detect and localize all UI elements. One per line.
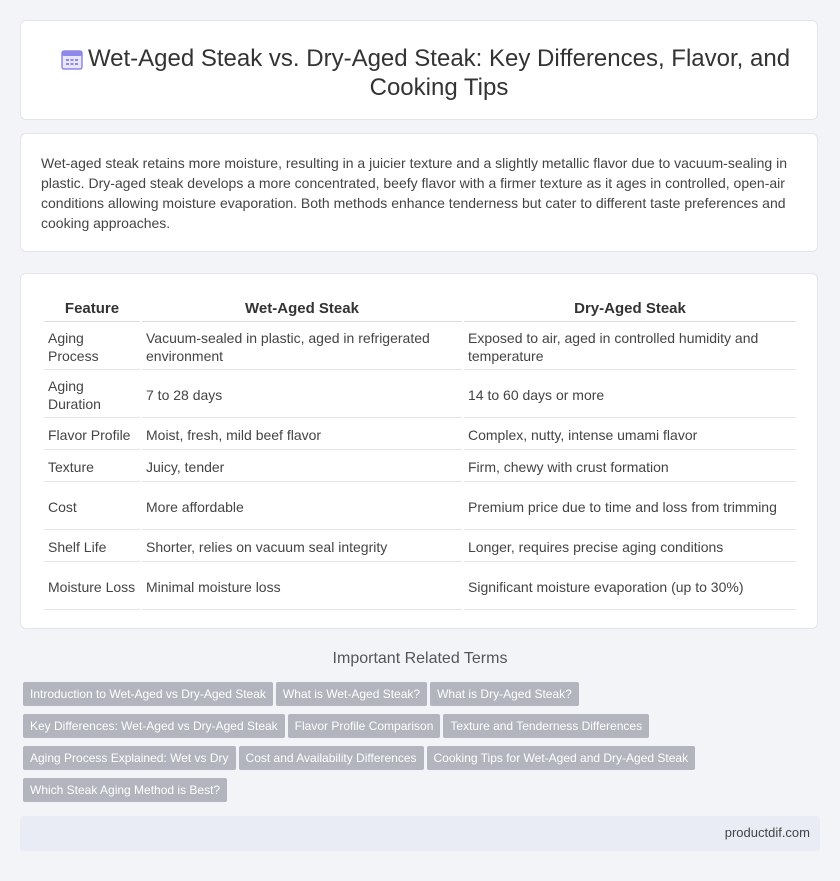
related-term-link[interactable]: Which Steak Aging Method is Best? xyxy=(23,778,227,802)
feature-cell: Shelf Life xyxy=(44,532,140,562)
column-header: Dry-Aged Steak xyxy=(464,296,796,322)
footer xyxy=(20,816,820,851)
table-row xyxy=(44,532,796,562)
column-header: Wet-Aged Steak xyxy=(142,296,462,322)
intro-text: Wet-aged steak retains more moisture, resulting in a juicier texture and a slightly metallic flavor due to vacuum-sealing in plastic. Dry-aged steak develops a more concentrated, beefy flavor with a firmer texture as it ages in controlled, open-air conditions allowing moisture evaporation. Both methods enhance tenderness but cater to different taste preferences and cooking approaches. xyxy=(41,155,787,231)
dry-aged-cell: Firm, chewy with crust formation xyxy=(464,452,796,482)
dry-aged-cell: Significant moisture evaporation (up to 30%) xyxy=(464,564,796,610)
feature-cell: Moisture Loss xyxy=(44,564,140,610)
table-header-row xyxy=(44,296,796,322)
dry-aged-cell: Complex, nutty, intense umami flavor xyxy=(464,420,796,450)
feature-cell: Texture xyxy=(44,452,140,482)
table-row xyxy=(44,564,796,610)
dry-aged-cell: Premium price due to time and loss from trimming xyxy=(464,484,796,530)
related-terms-list xyxy=(23,682,813,810)
wet-aged-cell: Shorter, relies on vacuum seal integrity xyxy=(142,532,462,562)
feature-cell: Cost xyxy=(44,484,140,530)
intro-card xyxy=(20,133,818,252)
header-card xyxy=(20,20,818,120)
wet-aged-cell: Juicy, tender xyxy=(142,452,462,482)
comparison-card xyxy=(20,273,818,629)
calendar-icon xyxy=(61,48,83,70)
related-term-link[interactable]: Flavor Profile Comparison xyxy=(288,714,441,738)
site-name[interactable]: productdif.com xyxy=(724,825,810,840)
related-term-link[interactable]: Aging Process Explained: Wet vs Dry xyxy=(23,746,236,770)
table-row xyxy=(44,420,796,450)
wet-aged-cell: Vacuum-sealed in plastic, aged in refrigerated environment xyxy=(142,324,462,370)
page-title: Wet-Aged Steak vs. Dry-Aged Steak: Key Differences, Flavor, and Cooking Tips xyxy=(87,45,791,101)
feature-cell: Aging Duration xyxy=(44,372,140,418)
comparison-table xyxy=(42,294,798,612)
related-term-link[interactable]: Introduction to Wet-Aged vs Dry-Aged Steak xyxy=(23,682,273,706)
wet-aged-cell: 7 to 28 days xyxy=(142,372,462,418)
feature-cell: Aging Process xyxy=(44,324,140,370)
wet-aged-cell: More affordable xyxy=(142,484,462,530)
related-term-link[interactable]: Cooking Tips for Wet-Aged and Dry-Aged Steak xyxy=(427,746,696,770)
table-row xyxy=(44,452,796,482)
table-row xyxy=(44,324,796,370)
feature-cell: Flavor Profile xyxy=(44,420,140,450)
table-row xyxy=(44,372,796,418)
table-row xyxy=(44,484,796,530)
related-term-link[interactable]: Key Differences: Wet-Aged vs Dry-Aged Steak xyxy=(23,714,285,738)
dry-aged-cell: Exposed to air, aged in controlled humidity and temperature xyxy=(464,324,796,370)
column-header: Feature xyxy=(44,296,140,322)
dry-aged-cell: 14 to 60 days or more xyxy=(464,372,796,418)
related-term-link[interactable]: Cost and Availability Differences xyxy=(239,746,424,770)
dry-aged-cell: Longer, requires precise aging conditions xyxy=(464,532,796,562)
related-terms-title: Important Related Terms xyxy=(332,650,508,667)
related-term-link[interactable]: What is Wet-Aged Steak? xyxy=(276,682,427,706)
related-term-link[interactable]: Texture and Tenderness Differences xyxy=(443,714,649,738)
wet-aged-cell: Minimal moisture loss xyxy=(142,564,462,610)
related-term-link[interactable]: What is Dry-Aged Steak? xyxy=(430,682,579,706)
wet-aged-cell: Moist, fresh, mild beef flavor xyxy=(142,420,462,450)
